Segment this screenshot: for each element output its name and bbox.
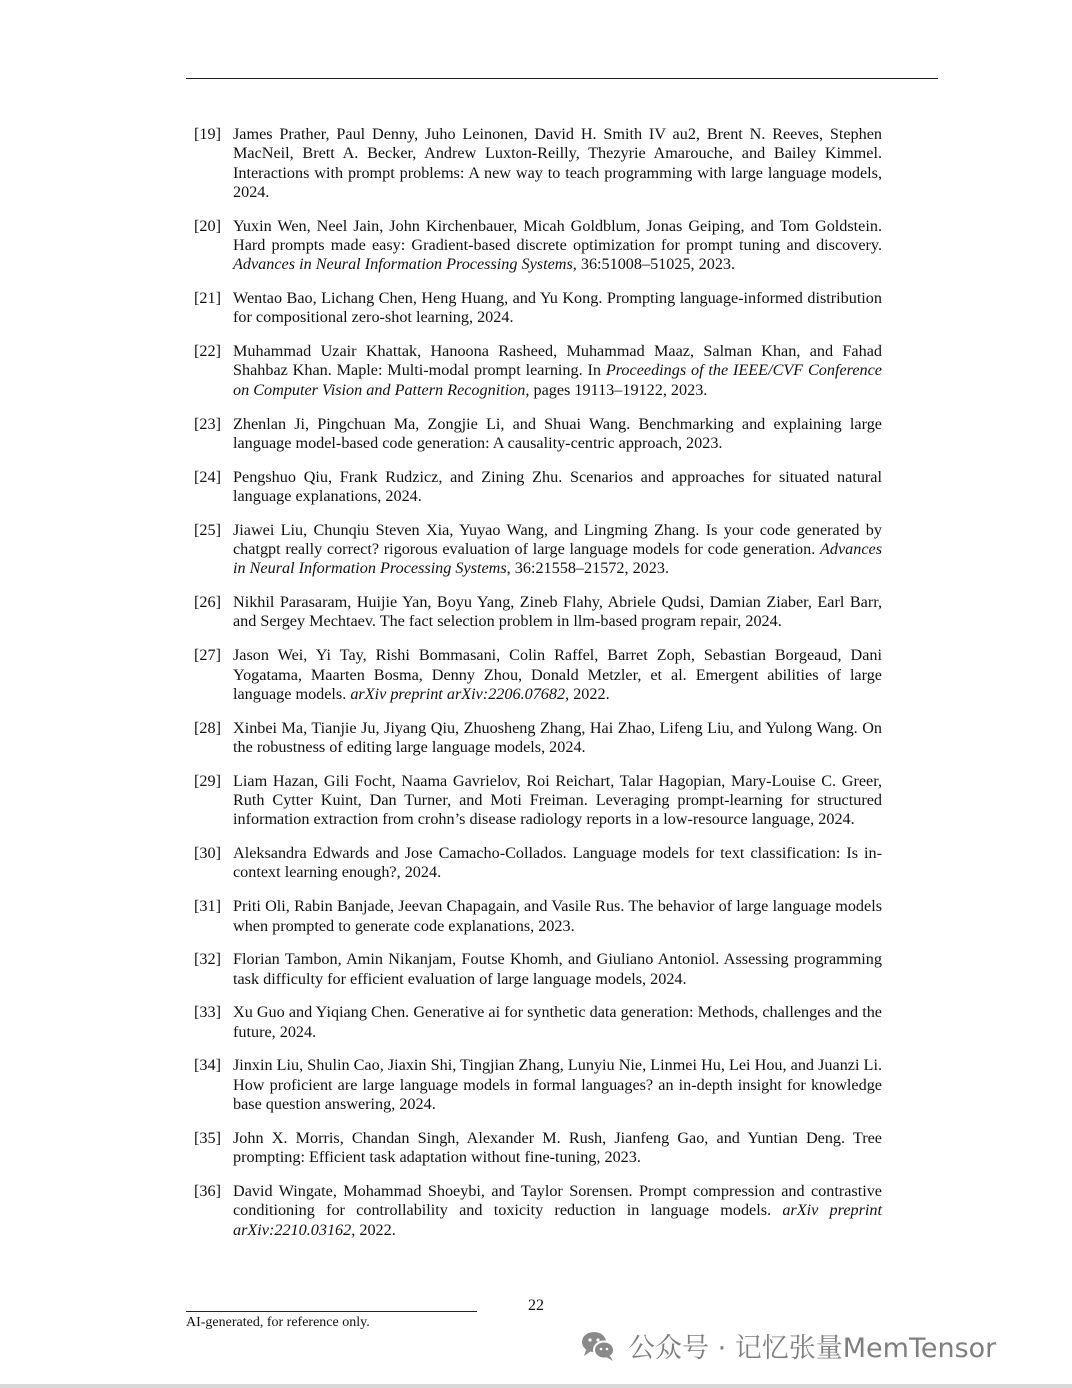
reference-item <box>194 1129 882 1168</box>
page-number: 22 <box>528 1297 544 1314</box>
reference-segment: Nikhil Parasaram, Huijie Yan, Boyu Yang, Zineb Flahy, Abriele Qudsi, Damian Ziaber, Earl Barr, and Sergey Mechtaev. The fact selection problem in llm-based program repair, 2024. <box>233 593 882 631</box>
reference-number: [25] <box>194 520 221 539</box>
reference-text <box>233 719 882 758</box>
reference-number: [22] <box>194 342 221 361</box>
reference-segment: Jiawei Liu, Chunqiu Steven Xia, Yuyao Wang, and Lingming Zhang. Is your code generated by chatgpt really correct? rigorous evaluation of large language models for code generation. <box>233 520 882 559</box>
reference-text <box>233 217 882 275</box>
reference-text <box>233 1003 882 1042</box>
reference-segment: Xinbei Ma, Tianjie Ju, Jiyang Qiu, Zhuosheng Zhang, Hai Zhao, Lifeng Liu, and Yulong Wang. On the robustness of editing large language models, 2024. <box>233 718 882 756</box>
reference-number: [20] <box>194 216 221 235</box>
reference-number: [33] <box>194 1003 221 1022</box>
watermark-text: 公众号 · 记忆张量MemTensor <box>628 1333 997 1364</box>
reference-text <box>233 772 882 830</box>
reference-item <box>194 217 882 275</box>
reference-segment: Yuxin Wen, Neel Jain, John Kirchenbauer, Micah Goldblum, Jonas Geiping, and Tom Goldstein. Hard prompts made easy: Gradient-based discrete optimization for prompt tuning and discovery. <box>233 216 882 254</box>
reference-number: [32] <box>194 950 221 969</box>
reference-venue: arXiv preprint arXiv:2206.07682 <box>350 684 566 703</box>
reference-segment: John X. Morris, Chandan Singh, Alexander M. Rush, Jianfeng Gao, and Yuntian Deng. Tree prompting: Efficient task adaptation without fine-tuning, 2023. <box>233 1128 882 1167</box>
header-rule <box>186 78 938 79</box>
reference-number: [24] <box>194 467 221 486</box>
reference-venue: Advances in Neural Information Processing Systems <box>233 255 573 274</box>
reference-text <box>233 125 882 202</box>
reference-text <box>233 342 882 400</box>
reference-item <box>194 950 882 989</box>
reference-segment: Wentao Bao, Lichang Chen, Heng Huang, and Yu Kong. Prompting language-informed distribution for compositional zero-shot learning, 2024. <box>233 289 882 327</box>
reference-text <box>233 646 882 704</box>
reference-item <box>194 125 882 202</box>
reference-segment: , 2022. <box>565 684 610 703</box>
reference-segment: Aleksandra Edwards and Jose Camacho-Collados. Language models for text classification: Is in-context learning enough?, 2024. <box>233 844 882 882</box>
reference-item <box>194 646 882 704</box>
reference-item <box>194 1182 882 1240</box>
reference-item <box>194 342 882 400</box>
reference-number: [21] <box>194 289 221 308</box>
reference-venue: Proceedings of the IEEE/CVF Conference on Computer Vision and Pattern Recognition <box>233 361 882 399</box>
reference-segment: Muhammad Uzair Khattak, Hanoona Rasheed, Muhammad Maaz, Salman Khan, and Fahad Shahbaz Khan. Maple: Multi-modal prompt learning. In <box>233 342 882 380</box>
reference-item <box>194 593 882 632</box>
reference-number: [23] <box>194 414 221 433</box>
reference-text <box>233 468 882 507</box>
footnote-rule <box>186 1311 477 1312</box>
reference-segment: Pengshuo Qiu, Frank Rudzicz, and Zining Zhu. Scenarios and approaches for situated natural language explanations, 2024. <box>233 467 882 505</box>
reference-item <box>194 897 882 936</box>
reference-segment: , 2022. <box>351 1220 396 1239</box>
wechat-icon <box>580 1329 616 1363</box>
reference-segment: , pages 19113–19122, 2023. <box>525 380 708 399</box>
reference-segment: , 36:51008–51025, 2023. <box>572 255 736 274</box>
reference-number: [29] <box>194 771 221 790</box>
reference-text <box>233 521 882 579</box>
reference-text <box>233 593 882 632</box>
reference-item <box>194 1003 882 1042</box>
reference-segment: Jinxin Liu, Shulin Cao, Jiaxin Shi, Tingjian Zhang, Lunyiu Nie, Linmei Hu, Lei Hou, and Juanzi Li. How proficient are large language models in formal languages? an in-depth insight for knowledge base question answering, 2024. <box>233 1056 882 1114</box>
reference-segment: Florian Tambon, Amin Nikanjam, Foutse Khomh, and Giuliano Antoniol. Assessing programming task difficulty for efficient evaluation of large language models, 2024. <box>233 950 882 988</box>
bottom-bar <box>0 1384 1072 1388</box>
reference-item <box>194 289 882 328</box>
reference-text <box>233 897 882 936</box>
reference-list <box>194 125 882 1254</box>
reference-number: [31] <box>194 897 221 916</box>
reference-segment: Zhenlan Ji, Pingchuan Ma, Zongjie Li, and Shuai Wang. Benchmarking and explaining large language model-based code generation: A causality-centric approach, 2023. <box>233 414 882 452</box>
reference-item <box>194 844 882 883</box>
reference-item <box>194 468 882 507</box>
reference-item <box>194 719 882 758</box>
reference-venue: arXiv preprint arXiv:2210.03162 <box>233 1201 882 1239</box>
reference-number: [19] <box>194 125 221 143</box>
reference-text <box>233 1182 882 1240</box>
reference-segment: James Prather, Paul Denny, Juho Leinonen, David H. Smith IV au2, Brent N. Reeves, Stephen MacNeil, Brett A. Becker, Andrew Luxton-Reilly, Thezyrie Amarouche, and Bailey Kimmel. Interactions with prompt problems: A new way to teach programming with large language models, 2024. <box>233 125 882 201</box>
watermark <box>580 1326 996 1365</box>
footnote: AI-generated, for reference only. <box>186 1315 370 1330</box>
reference-text <box>233 950 882 989</box>
reference-number: [34] <box>194 1056 221 1075</box>
reference-segment: David Wingate, Mohammad Shoeybi, and Taylor Sorensen. Prompt compression and contrastive conditioning for controllability and toxicity reduction in language models. <box>233 1181 882 1220</box>
reference-number: [27] <box>194 646 221 665</box>
reference-venue: Advances in Neural Information Processing Systems <box>233 540 882 578</box>
reference-number: [26] <box>194 593 221 612</box>
reference-segment: Jason Wei, Yi Tay, Rishi Bommasani, Colin Raffel, Barret Zoph, Sebastian Borgeaud, Dani Yogatama, Maarten Bosma, Denny Zhou, Donald Metzler, et al. Emergent abilities of large language models. <box>233 646 882 703</box>
reference-number: [28] <box>194 718 221 737</box>
reference-segment: Xu Guo and Yiqiang Chen. Generative ai for synthetic data generation: Methods, challenges and the future, 2024. <box>233 1003 882 1041</box>
reference-item <box>194 521 882 579</box>
reference-text <box>233 415 882 454</box>
reference-number: [35] <box>194 1128 221 1147</box>
reference-number: [36] <box>194 1181 221 1200</box>
reference-number: [30] <box>194 844 221 863</box>
reference-segment: , 36:21558–21572, 2023. <box>506 559 669 578</box>
reference-text <box>233 1056 882 1114</box>
reference-text <box>233 289 882 328</box>
reference-item <box>194 1056 882 1114</box>
reference-segment: Priti Oli, Rabin Banjade, Jeevan Chapagain, and Vasile Rus. The behavior of large language models when prompted to generate code explanations, 2023. <box>233 897 882 935</box>
reference-item <box>194 415 882 454</box>
reference-segment: Liam Hazan, Gili Focht, Naama Gavrielov, Roi Reichart, Talar Hagopian, Mary-Louise C. Greer, Ruth Cytter Kuint, Dan Turner, and Moti Freiman. Leveraging prompt-learning for structured information extraction from crohn’s disease radiology reports in a low-resource language, 2024. <box>233 771 882 829</box>
reference-text <box>233 1129 882 1168</box>
reference-text <box>233 844 882 883</box>
reference-item <box>194 772 882 830</box>
